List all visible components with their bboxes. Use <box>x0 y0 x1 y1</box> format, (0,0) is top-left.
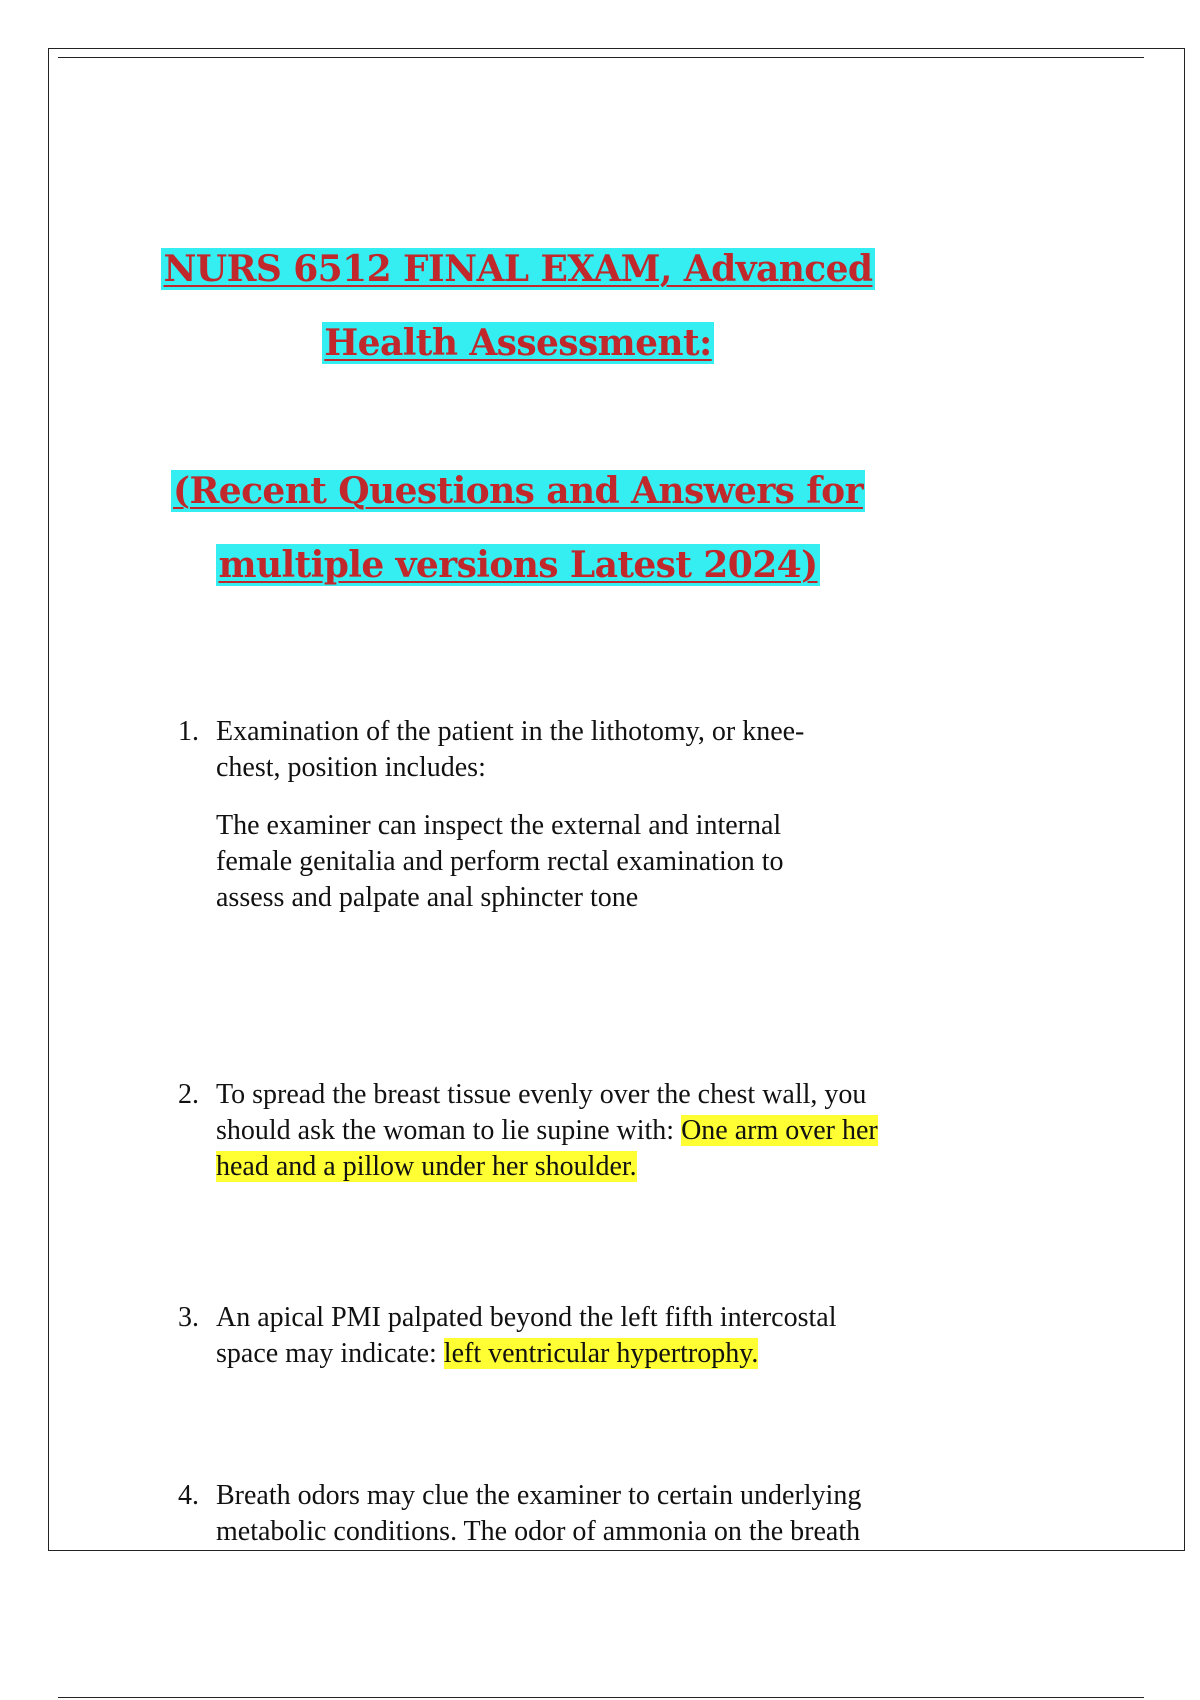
question-1 <box>178 714 998 916</box>
question-3 <box>178 1300 998 1372</box>
answer-highlight: head and a pillow under her shoulder. <box>216 1151 637 1182</box>
question-text: Examination of the patient in the lithotomy, or knee- chest, position includes: <box>216 716 805 783</box>
title-line-2: Health Assessment: <box>324 322 712 364</box>
question-4 <box>178 1478 998 1550</box>
question-number: 3. <box>178 1302 199 1333</box>
question-text: Breath odors may clue the examiner to certain underlying metabolic conditions. The odor of ammonia on the breath <box>216 1480 862 1547</box>
question-number: 1. <box>178 716 199 747</box>
top-rule <box>58 57 1144 58</box>
question-text: To spread the breast tissue evenly over the chest wall, you should ask the woman to lie supine with: One arm over her head and a pillow under her shoulder. <box>216 1079 878 1182</box>
question-2 <box>178 1077 998 1185</box>
subtitle-line-1: (Recent Questions and Answers for <box>173 470 863 512</box>
answer-text: The examiner can inspect the external and internal female genitalia and perform rectal examination to assess and palpate anal sphincter tone <box>216 810 784 913</box>
question-number: 2. <box>178 1079 199 1110</box>
question-number: 4. <box>178 1480 199 1511</box>
subtitle-line-2: multiple versions Latest 2024) <box>218 544 818 586</box>
answer-highlight: left ventricular hypertrophy. <box>443 1338 759 1369</box>
answer-highlight: One arm over her <box>681 1115 878 1146</box>
bottom-rule <box>58 1697 1144 1698</box>
question-text: An apical PMI palpated beyond the left fifth intercostal space may indicate: left ventricular hypertrophy. <box>216 1302 837 1369</box>
title-line-1: NURS 6512 FINAL EXAM, Advanced <box>163 248 873 290</box>
title-block <box>118 232 918 602</box>
